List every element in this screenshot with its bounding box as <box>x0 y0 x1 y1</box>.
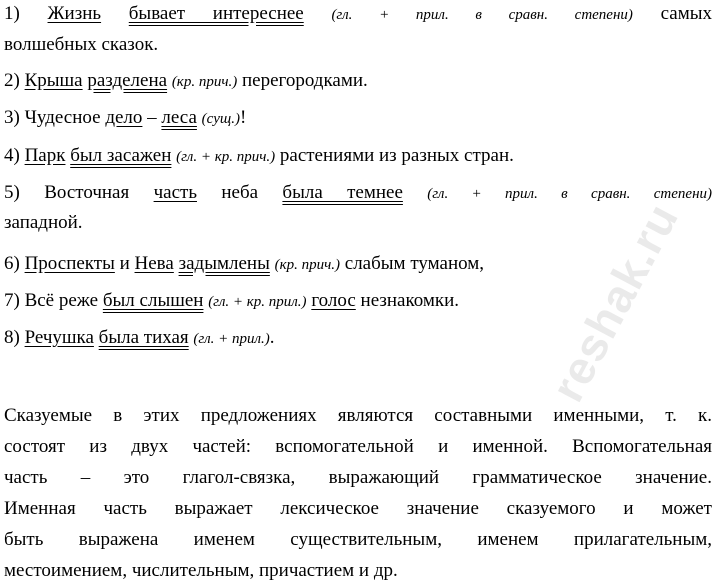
predicate: задымлены <box>178 253 270 274</box>
watermark: reshak.ru <box>540 194 689 410</box>
sentence-text: Восточная <box>44 182 130 203</box>
predicate: леса <box>161 107 197 128</box>
sentence-number: 4) <box>4 145 20 166</box>
sentence-text: 7) Всё реже <box>4 290 99 311</box>
grammar-note: (гл. + кр. прил.) <box>208 294 307 310</box>
predicate: был засажен <box>70 145 172 166</box>
sentence-text: западной. <box>4 212 83 233</box>
sentence-number: 8) <box>4 327 20 348</box>
sentence-5-continuation <box>4 212 712 234</box>
sentence-text: 3) Чудесное <box>4 107 101 128</box>
sentence-text: перегородками. <box>241 70 368 91</box>
sentence-text: растениями из разных стран. <box>279 145 514 166</box>
subject: часть <box>153 182 197 203</box>
grammar-note: (сущ.) <box>201 111 240 127</box>
grammar-note: (кр. прич.) <box>274 257 341 273</box>
sentence-1 <box>4 3 712 26</box>
explanation-line: состоят из двух частей: вспомогательной и именной. Вспомогательная <box>4 436 712 457</box>
predicate: была тихая <box>98 327 189 348</box>
sentence-text: . <box>269 327 275 348</box>
sentence-text: волшебных сказок. <box>4 34 159 55</box>
explanation-line: часть – это глагол-связка, выражающий грамматическое значение. <box>4 467 712 488</box>
sentence-number: 6) <box>4 253 20 274</box>
grammar-note: (кр. прич.) <box>171 74 238 90</box>
sentence-number: 1) <box>4 3 20 24</box>
dash: – <box>147 107 157 128</box>
grammar-note: (гл. + прил.) <box>193 331 270 347</box>
sentence-number: 2) <box>4 70 20 91</box>
subject: Речушка <box>24 327 94 348</box>
grammar-note: (гл. + прил. в сравн. степени) <box>427 186 713 202</box>
explanation-line: Сказуемые в этих предложениях являются составными именными, т. к. <box>4 405 712 426</box>
subject: Жизнь <box>47 3 102 24</box>
sentence-3 <box>4 107 712 130</box>
sentence-text: и <box>119 253 130 274</box>
explanation-line: быть выражена именем существительным, именем прилагательным, <box>4 529 712 550</box>
subject: дело <box>105 107 143 128</box>
sentence-text: слабым туманом, <box>344 253 485 274</box>
sentence-5 <box>4 182 712 205</box>
explanation-line: местоимением, числительным, причастием и др. <box>4 560 398 581</box>
sentence-4 <box>4 145 712 168</box>
sentence-text: ! <box>239 107 247 128</box>
grammar-note: (гл. + прил. в сравн. степени) <box>331 7 633 23</box>
sentence-1-continuation <box>4 34 712 56</box>
subject: голос <box>311 290 356 311</box>
grammar-note: (гл. + кр. прич.) <box>176 149 276 165</box>
subject: Парк <box>24 145 66 166</box>
predicate: был слышен <box>102 290 204 311</box>
sentence-text: незнакомки. <box>360 290 460 311</box>
sentence-2 <box>4 70 712 93</box>
sentence-text: неба <box>221 182 259 203</box>
explanation-line: Именная часть выражает лексическое значение сказуемого и может <box>4 498 712 519</box>
sentence-text: самых <box>660 3 712 24</box>
subject: Нева <box>134 253 174 274</box>
subject: Проспекты <box>24 253 115 274</box>
subject: Крыша <box>24 70 83 91</box>
predicate: бывает интереснее <box>128 3 304 24</box>
predicate: была темнее <box>282 182 403 203</box>
predicate: разделена <box>87 70 168 91</box>
sentence-number: 5) <box>4 182 20 203</box>
